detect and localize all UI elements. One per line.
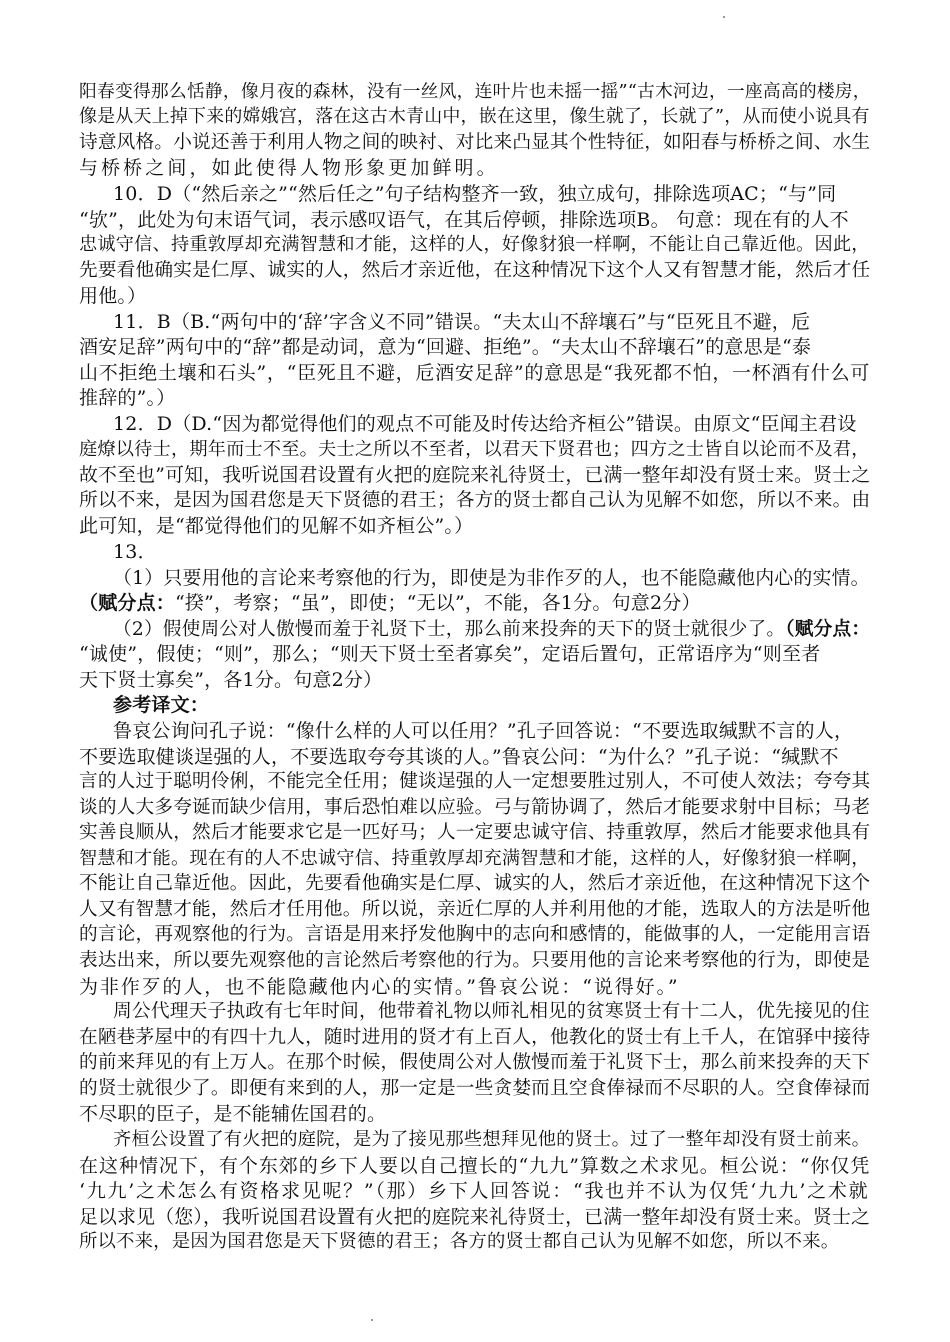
text-line [79, 590, 701, 616]
scan-speck [723, 16, 725, 18]
text-segment: 推辞的”。） [79, 387, 176, 409]
text-line [79, 385, 175, 411]
text-line [79, 667, 382, 693]
text-line [79, 130, 870, 156]
scan-speck [371, 1319, 373, 1321]
text-segment: 的前来拜见的有上万人。在那个时候，假使周公对人傲慢而羞于礼贤下士，那么前来投奔的天下 [79, 1052, 871, 1073]
text-segment: 诗意风格。小说还善于利用人物之间的映衬、对比来凸显其个性特征，如阳春与桥桥之间、水生 [79, 132, 871, 153]
text-line [79, 641, 820, 667]
bold-text-segment: 参考译文： [113, 694, 210, 716]
text-segment: 鲁哀公询问孔子说：“像什么样的人可以任用？”孔子回答说：“不要选取缄默不言的人， [113, 720, 854, 742]
text-line [79, 1153, 870, 1179]
text-line [113, 411, 857, 437]
text-line [79, 155, 499, 181]
text-line [79, 283, 146, 309]
text-segment: 在陋巷茅屋中的有四十九人，随时进用的贤才有上百人，他教化的贤士有上千人，在馆驿中接待 [79, 1027, 871, 1048]
text-segment: 用他。） [79, 285, 147, 307]
text-segment: “揆”，考察；“虽”，即使；“无以”，不能，各1分。句意2分） [175, 592, 701, 614]
text-segment: 13． [113, 541, 157, 563]
text-line [79, 744, 839, 770]
text-line [79, 1025, 870, 1051]
text-segment: 人又有智慧才能，然后才任用他。所以说，亲近仁厚的人并利用他的才能，选取人的方法是听他 [79, 899, 871, 920]
text-segment: “诚使”，假使；“则”，那么；“则天下贤士至者寡矣”，定语后置句，正常语序为“则至者 [79, 643, 821, 665]
text-segment: 庭燎以待士，期年而士不至。夫士之所以不至者，以君天下贤君也；四方之士皆自以论而不及君， [79, 439, 870, 460]
text-line [79, 897, 870, 923]
text-line [79, 1101, 386, 1127]
text-segment: 与桥桥之间，如此使得人物形象更加鲜明。 [79, 157, 499, 179]
text-segment: 忠诚守信、持重敦厚却充满智慧和才能，这样的人，好像豺狼一样啊，不能让自己靠近他。因此， [79, 234, 870, 255]
text-segment: 足以求见（您），我听说国君设置有火把的庭院来礼待贤士，已满一整年却没有贤士来。贤士之 [79, 1206, 871, 1228]
bold-text-segment: （赋分点： [79, 592, 176, 614]
text-line [79, 207, 849, 233]
text-segment: “欤”，此处为句末语气词，表示感叹语气，在其后停顿，排除选项B。 句意：现在有的人不 [79, 209, 849, 231]
bold-text-segment: （赋分点： [785, 618, 871, 640]
text-segment: ‘九九’之术怎么有资格求见呢？”（那）乡下人回答说：“我也并不认为仅凭‘九九’之术就 [79, 1180, 870, 1202]
text-segment: 谈的人大多夸诞而缺少信用，事后恐怕难以应验。弓与箭协调了，然后才能要求射中目标；马老 [79, 797, 871, 818]
text-line [79, 1229, 839, 1255]
text-line [79, 79, 871, 105]
text-line [113, 1127, 870, 1153]
text-segment: 表达出来，所以要先观察他的言论然后考察他的行为。只要用他的言论来考察他的行为，即使是 [79, 950, 871, 971]
text-line [79, 974, 679, 1000]
text-segment: 不尽职的臣子，是不能辅佐国君的。 [79, 1103, 387, 1125]
text-segment: 周公代理天子执政有七年时间，他带着礼物以师礼相见的贫寒贤士有十二人，优先接见的住 [113, 1001, 870, 1022]
text-segment: （2）假使周公对人傲慢而羞于礼贤下士，那么前来投奔的天下的贤士就很少了。 [113, 619, 786, 640]
text-segment: 山不拒绝土壤和石头”，“臣死且不避，卮酒安足辞”的意思是“我死都不怕，一杯酒有什么可 [79, 362, 871, 384]
text-line [79, 1204, 870, 1230]
text-line [113, 539, 157, 565]
text-segment: 齐桓公设置了有火把的庭院，是为了接见那些想拜见他的贤士。过了一整年却没有贤士前来。 [113, 1129, 871, 1150]
text-segment: 的贤士就很少了。即便有来到的人，那一定是一些贪婪而且空食俸禄而不尽职的人。空食俸禄而 [79, 1078, 871, 1099]
text-line [79, 846, 870, 872]
text-segment: 所以不来，是因为国君您是天下贤德的君王；各方的贤士都自己认为见解不如您，所以不来。 [79, 1231, 840, 1252]
text-line [79, 922, 870, 948]
text-line [79, 488, 870, 514]
text-line [79, 948, 870, 974]
text-segment: 酒安足辞”两句中的“辞”都是动词，意为“回避、拒绝”。“夫太山不辞壤石”的意思是“泰 [79, 336, 812, 358]
text-segment: 智慧和才能。现在有的人不忠诚守信、持重敦厚却充满智慧和才能，这样的人，好像豺狼一样啊， [79, 848, 870, 869]
text-segment: 在这种情况下，有个东郊的乡下人要以自己擅长的“九九”算数之术求见。桓公说：“你仅凭 [79, 1155, 871, 1177]
text-line [79, 437, 870, 463]
text-segment: 先要看他确实是仁厚、诚实的人，然后才亲近他，在这种情况下这个人又有智慧才能，然后才任 [79, 260, 871, 281]
text-segment: 言的人过于聪明伶俐，不能完全任用；健谈逞强的人一定想要胜过别人，不可使人效法；夸夸其 [79, 771, 871, 792]
text-line [79, 795, 870, 821]
text-segment: 实善良顺从，然后才能要求它是一匹好马；人一定要忠诚守信、持重敦厚，然后才能要求他具有 [79, 822, 871, 843]
text-line [79, 232, 870, 258]
text-segment: 11．B（B.“两句中的‘辞’字含义不同”错误。“夫太山不辞壤石”与“臣死且不避，卮 [113, 311, 811, 333]
text-line [79, 462, 870, 488]
text-segment: 不要选取健谈逞强的人，不要选取夸夸其谈的人。”鲁哀公问：“为什么？”孔子说：“缄默不 [79, 746, 839, 768]
text-line [79, 1178, 869, 1204]
text-line [113, 999, 870, 1025]
text-line [79, 334, 811, 360]
text-line [79, 360, 870, 386]
text-segment: 像是从天上掉下来的嫦娥宫，落在这古木青山中，嵌在这里，像生就了，长就了”，从而使小说具有 [79, 106, 870, 127]
text-line [113, 565, 870, 591]
text-line [79, 769, 870, 795]
text-segment: 12．D（D.“因为都觉得他们的观点不可能及时传达给齐桓公”错误。由原文“臣闻主君设 [113, 413, 857, 435]
text-line [113, 616, 870, 643]
text-line [79, 104, 870, 130]
text-segment: （1）只要用他的言论来考察他的行为，即使是为非作歹的人，也不能隐藏他内心的实情。 [113, 567, 870, 589]
text-line [113, 692, 209, 718]
text-segment: 阳春变得那么恬静，像月夜的森林，没有一丝风，连叶片也未摇一摇”“古木河边，一座高高的楼房， [79, 81, 871, 102]
text-line [79, 1076, 870, 1102]
text-segment: 所以不来，是因为国君您是天下贤德的君王；各方的贤士都自己认为见解不如您，所以不来。由 [79, 490, 871, 511]
text-line [79, 871, 870, 897]
text-segment: 不能让自己靠近他。因此，先要看他确实是仁厚、诚实的人，然后才亲近他，在这种情况下这个 [79, 873, 871, 894]
text-line [79, 513, 473, 539]
text-segment: 天下贤士寡矣”，各1分。句意2分） [79, 669, 383, 691]
text-segment: 为非作歹的人，也不能隐藏他内心的实情。”鲁哀公说：“说得好。” [79, 976, 680, 998]
text-line [113, 718, 853, 744]
text-line [79, 1050, 870, 1076]
text-segment: 10．D（“然后亲之”“然后任之”句子结构整齐一致，独立成句，排除选项AC；“与”同 [113, 183, 837, 205]
text-line [79, 258, 870, 284]
text-line [79, 820, 870, 846]
text-line [113, 181, 836, 207]
text-segment: 故不至也”可知，我听说国君设置有火把的庭院来礼待贤士，已满一整年却没有贤士来。贤士之 [79, 464, 871, 486]
text-line [113, 309, 810, 335]
text-segment: 此可知，是“都觉得他们的见解不如齐桓公”。） [79, 515, 474, 537]
text-segment: 的言论，再观察他的行为。言语是用来抒发他胸中的志向和感情的，能做事的人，一定能用言语 [79, 924, 871, 945]
